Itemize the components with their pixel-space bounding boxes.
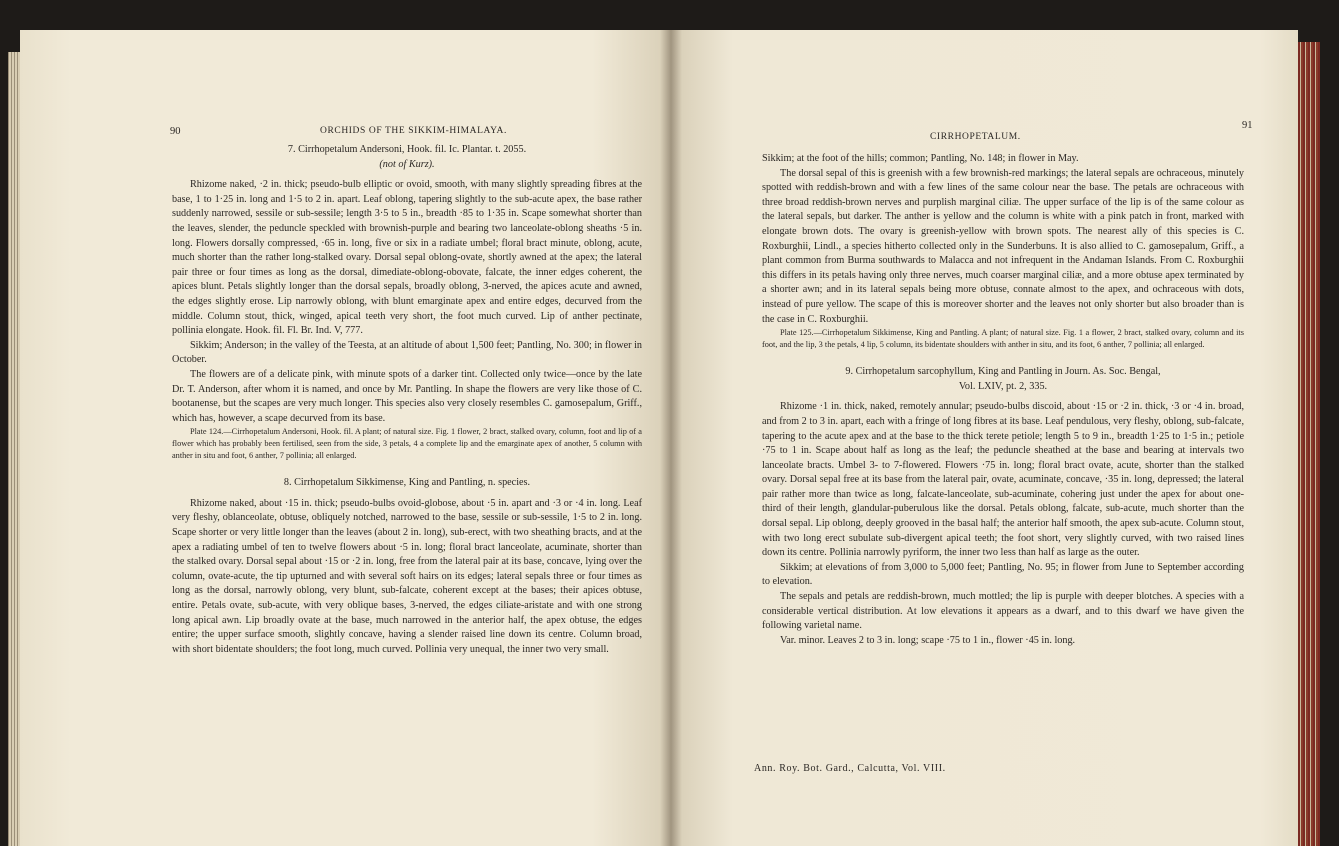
species9-reference: Vol. LXIV, pt. 2, 335. xyxy=(958,380,1048,392)
species7-subheading: (not of Kurz). xyxy=(379,158,435,170)
species8-notes: The dorsal sepal of this is greenish with a few brownish-red markings; the lateral sepals are ochraceous, minutely spotted with reddish-brown and with a few lines of the same colour near the base. The petals are ochraceous with three broad reddish-brown nerves and purplish marginal ciliæ. The upper surface of the lip is of the same colour as the lateral sepals, but darker. The anther is yellow and the column is white with a pink patch in front, marked with elongate brown dots. The ovary is greenish-yellow with brown spots. The nearest ally of this species is C. Roxburghii, Lindl., a species hitherto collected only in the Sunderbuns. It is also allied to C. gamosepalum, Griff., a plant common from Burma southwards to Malacca and not infrequent in the Andaman Islands. From C. Roxburghii this differs in its petals having only three nerves, much coarser marginal ciliæ, and a more obtuse apex terminated by a shorter awn; and in its lateral sepals being more obtuse, connate almost to the apex, and ochraceous with dots, instead of pure yellow. The scape of this is moreover shorter and the leaves not only shorter but also broader than is the case in C. Roxburghii. xyxy=(762,167,1244,325)
page-number-right: 91 xyxy=(1242,120,1253,131)
page-number-left: 90 xyxy=(170,126,181,137)
left-page xyxy=(20,30,670,846)
species7-locality: Sikkim; Anderson; in the valley of the Teesta, at an altitude of about 1,500 feet; Pantling, No. 300; in flower in October. xyxy=(172,339,642,366)
page-footer: Ann. Roy. Bot. Gard., Calcutta, Vol. VIII. xyxy=(754,763,946,774)
plate-125-caption: Plate 125.—Cirrhopetalum Sikkimense, King and Pantling. A plant; of natural size. Fig. 1 a flower, 2 bract, stalked ovary, column and its foot, and the lip, 3 the petals, 4 lip, 5 column, its bidentate shoulders with anther in situ, and its foot, 6 anther, 7 pollinia; all enlarged. xyxy=(762,328,1244,350)
species9-variety: Var. minor. Leaves 2 to 3 in. long; scape ·75 to 1 in., flower ·45 in. long. xyxy=(780,634,1076,646)
species7-heading: 7. Cirrhopetalum Andersoni, Hook. fil. Ic. Plantar. t. 2055. xyxy=(287,144,527,155)
book-gutter xyxy=(660,30,682,846)
species7-description: Rhizome naked, ·2 in. thick; pseudo-bulb elliptic or ovoid, smooth, with many slightly spreading fibres at the base, 1 to 1·25 in. long and 1·5 to 2 in. apart. Leaf oblong, tapering slightly to the sub-acute apex, the base rather suddenly narrowed, sessile or sub-sessile; length 3·5 to 5 in., breadth ·85 to 1·35 in. Scape somewhat shorter than the leaves, slender, the peduncle speckled with brownish-purple and bearing two lanceolate-oblong sheaths ·5 in. long. Flowers dorsally compressed, ·65 in. long, five or six in a radiate umbel; floral bract minute, oblong, acute, much shorter than the rather long-stalked ovary. Dorsal sepal oblong-ovate, shortly awned at the apex; the lateral pair three or four times as long as the dorsal, dimediate-oblong-obovate, falcate, the inner edges coherent, the apices blunt. Petals slightly longer than the dorsal sepals, broadly oblong, 3-nerved, the apices acute and awned, the edges slightly erose. Lip narrowly oblong, with blunt emarginate apex and entire edges, decurved from the middle. Column stout, thick, winged, apical teeth very short, the foot much curved. Lip of anther pectinate, pollinia elongate. Hook. fil. Fl. Br. Ind. V, 777. xyxy=(172,179,642,337)
species7-notes: The flowers are of a delicate pink, with minute spots of a darker tint. Collected only twice—once by the late Dr. T. Anderson, after whom it is named, and once by Mr. Pantling. In shape the flowers are very like those of C. bootanense, but the scapes are very much longer. This species also very closely resembles C. gamosepalum, Griff., which has, however, a scape decurved from its base. xyxy=(172,368,642,424)
left-page-body xyxy=(172,143,642,657)
running-head-left: ORCHIDS OF THE SIKKIM-HIMALAYA. xyxy=(320,126,507,136)
species9-description: Rhizome ·1 in. thick, naked, remotely annular; pseudo-bulbs discoid, about ·15 or ·2 in. thick, ·3 or ·4 in. broad, and from 2 to 3 in. apart, each with a fringe of long fibres at its base. Leaf pendulous, very fleshy, oblong, sub-falcate, tapering to the acute apex and at the base to the thick terete petiole; length 5 to 9 in., breadth 1·25 to 1·5 in.; petiole ·75 to 1 in. Scape about half as long as the leaf; the peduncle sheathed at the base and bearing at intervals two lanceolate bracts. Umbel 3- to 7-flowered. Flowers ·75 in. long; floral bract ovate, acute, shorter than the stalked ovary. Dorsal sepal free at its base from the lateral pair, ovate, acuminate, concave, ·35 in. long, depressed; the lateral pair rather more than twice as long, falcate-lanceolate, sub-acuminate, cohering just under the apex for about one-third of their length, glandular-puberulous like the dorsal. Petals oblong, falcate, sub-acute, much shorter than the dorsal sepal. Lip oblong, deeply grooved in the basal half; the anterior half smooth, the apex sub-acute. Column stout, with two long erect subulate sub-divergent apical teeth; the foot short, very slightly curved, with two raised lines down its centre. Pollinia narrowly pyriform, the inner two less than half as large as the outer. xyxy=(762,401,1244,559)
right-page-edges xyxy=(1298,42,1320,846)
species8-heading: 8. Cirrhopetalum Sikkimense, King and Pantling, n. species. xyxy=(283,477,531,489)
open-book xyxy=(20,12,1320,846)
species9-notes: The sepals and petals are reddish-brown, much mottled; the lip is purple with deeper blotches. A species with a considerable vertical distribution. At low elevations it appears as a dwarf, and to this dwarf we have given the following varietal name. xyxy=(762,591,1244,632)
right-page xyxy=(670,30,1298,846)
species9-heading: 9. Cirrhopetalum sarcophyllum, King and Pantling in Journ. As. Soc. Bengal, xyxy=(845,366,1161,378)
running-head-right: CIRRHOPETALUM. xyxy=(930,132,1021,142)
species8-locality: Sikkim; at the foot of the hills; common; Pantling, No. 148; in flower in May. xyxy=(762,153,1079,164)
right-page-body xyxy=(762,152,1244,648)
plate-124-caption: Plate 124.—Cirrhopetalum Andersoni, Hook. fil. A plant; of natural size. Fig. 1 flower, 2 bract, stalked ovary, column, foot and lip of a flower which has probably been fertilised, seen from the side, 3 petals, 4 a complete lip and the emarginate apex of another, 5 column with anther in situ and foot, 6 anther, 7 pollinia; all enlarged. xyxy=(172,427,642,461)
species9-locality: Sikkim; at elevations of from 3,000 to 5,000 feet; Pantling, No. 95; in flower from June to September according to elevation. xyxy=(762,561,1244,588)
species8-description: Rhizome naked, about ·15 in. thick; pseudo-bulbs ovoid-globose, about ·5 in. apart and ·3 or ·4 in. long. Leaf very fleshy, oblanceolate, obtuse, obliquely notched, narrowed to the base, sessile or sub-sessile, 1·5 to 2 in. long. Scape shorter or very little longer than the leaves (about 2 in. long), sub-erect, with two sheathing bracts, and at the apex a radiating umbel of ten to twelve flowers about ·5 in. long; floral bract lanceolate, acuminate, shorter than the stalked ovary. Dorsal sepal about ·15 or ·2 in. long, free from the lateral pair at its base, concave, lying over the column, ovate-acute, the tip upturned and with several soft hairs on its edges; lateral sepals three or four times as long as the dorsal, narrowly oblong, very blunt, sub-falcate, coherent except at the bases; their apices obtuse, entire. Petals ovate, sub-acute, with very oblique bases, 3-nerved, the edges ciliate-aristate and with one strong long apical awn. Lip broadly ovate at the base, much narrowed in the anterior half, the apex obtuse, the edges entire; the upper surface smooth, slightly concave, having a slender raised line down its centre. Column broad, with short bidentate shoulders; the foot long, much curved. Pollinia very unequal, the inner two very small. xyxy=(172,497,642,655)
